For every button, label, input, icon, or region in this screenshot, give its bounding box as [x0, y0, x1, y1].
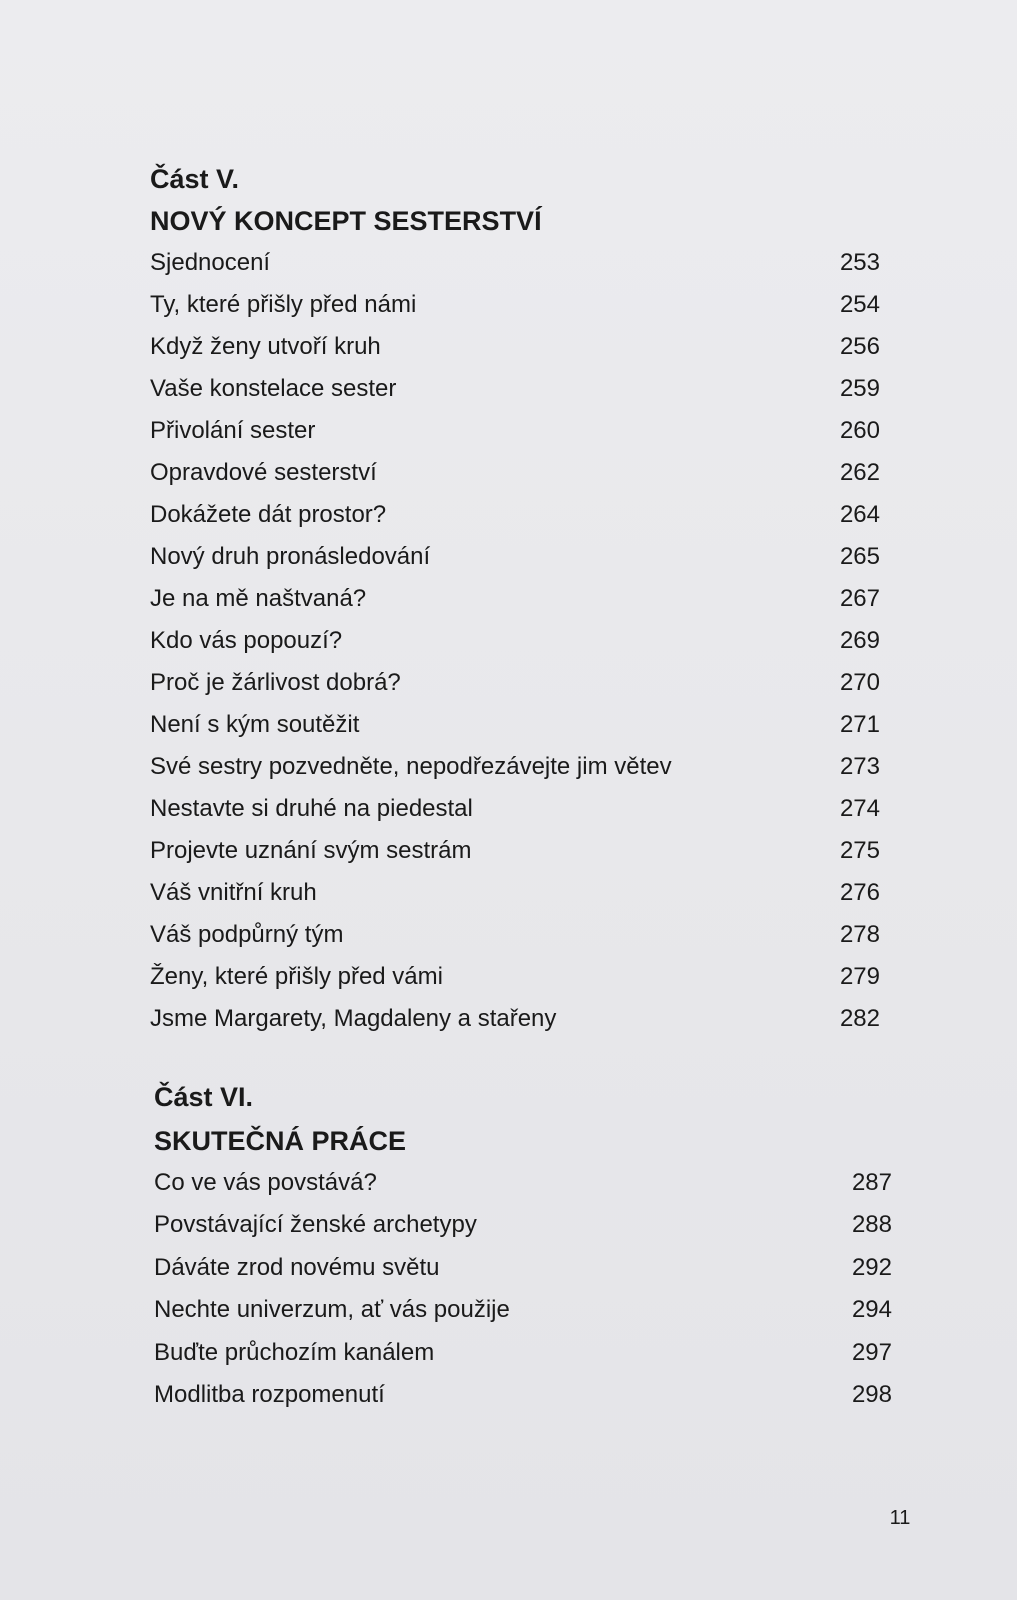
toc-entry — [154, 1253, 892, 1283]
toc-entry-title: Nový druh pronásledování — [150, 543, 431, 570]
toc-entry — [150, 374, 880, 404]
toc-entry-title: Ty, které přišly před námi — [150, 291, 417, 318]
toc-entry-title: Ženy, které přišly před vámi — [150, 963, 443, 990]
toc-entry — [154, 1295, 892, 1325]
toc-entry-title: Váš vnitřní kruh — [150, 879, 317, 906]
toc-entry — [150, 584, 880, 614]
toc-entry — [150, 500, 880, 530]
part-heading: Část V. — [150, 164, 240, 194]
page-number: 11 — [889, 1507, 911, 1529]
toc-entry-page: 288 — [851, 1211, 892, 1238]
toc-entry — [150, 794, 880, 824]
part-title: NOVÝ KONCEPT SESTERSTVÍ — [150, 206, 542, 236]
toc-entry-page: 279 — [839, 963, 880, 990]
toc-entry — [150, 332, 880, 362]
toc-entry-page: 278 — [839, 921, 880, 948]
toc-entry-page: 282 — [839, 1005, 880, 1032]
toc-entry-page: 271 — [839, 711, 880, 738]
toc-entry-page: 298 — [851, 1381, 892, 1408]
toc-entry-title: Dáváte zrod novému světu — [154, 1254, 440, 1281]
toc-entry-title: Dokážete dát prostor? — [150, 501, 387, 528]
toc-entry-title: Je na mě naštvaná? — [150, 585, 367, 612]
toc-entry — [154, 1210, 892, 1240]
toc-entry-page: 260 — [839, 417, 880, 444]
toc-entry-title: Buďte průchozím kanálem — [154, 1339, 435, 1366]
toc-entry — [150, 1004, 880, 1034]
toc-entry-page: 254 — [839, 291, 880, 318]
toc-entry — [150, 878, 880, 908]
toc-entry-title: Povstávající ženské archetypy — [154, 1211, 477, 1238]
toc-entry-page: 294 — [851, 1296, 892, 1323]
toc-entry-page: 287 — [851, 1169, 892, 1196]
toc-entry-page: 262 — [839, 459, 880, 486]
toc-entry — [150, 668, 880, 698]
toc-entry — [150, 542, 880, 572]
toc-entry-page: 276 — [839, 879, 880, 906]
toc-entry-page: 267 — [839, 585, 880, 612]
toc-entry-title: Nechte univerzum, ať vás použije — [154, 1296, 510, 1323]
toc-entry-page: 264 — [839, 501, 880, 528]
toc-entry-title: Vaše konstelace sester — [150, 375, 397, 402]
toc-entry-page: 270 — [839, 669, 880, 696]
toc-entry-title: Své sestry pozvedněte, nepodřezávejte jim větev — [150, 753, 672, 780]
toc-entry — [150, 962, 880, 992]
toc-entry-page: 256 — [839, 333, 880, 360]
toc-entry-title: Přivolání sester — [150, 417, 316, 444]
toc-entry-page: 297 — [851, 1339, 892, 1366]
toc-entry — [150, 836, 880, 866]
toc-entry-title: Co ve vás povstává? — [154, 1169, 377, 1196]
toc-entry — [150, 752, 880, 782]
toc-entry — [154, 1380, 892, 1410]
toc-entry-title: Sjednocení — [150, 249, 271, 276]
toc-entry-title: Není s kým soutěžit — [150, 711, 360, 738]
toc-entry — [150, 626, 880, 656]
toc-entry-title: Váš podpůrný tým — [150, 921, 344, 948]
toc-entry-title: Kdo vás popouzí? — [150, 627, 343, 654]
toc-entry-title: Nestavte si druhé na piedestal — [150, 795, 473, 822]
part-title: SKUTEČNÁ PRÁCE — [154, 1126, 407, 1156]
part-heading: Část VI. — [154, 1082, 254, 1112]
toc-entry-title: Projevte uznání svým sestrám — [150, 837, 472, 864]
toc-entry-page: 253 — [839, 249, 880, 276]
toc-entry-title: Opravdové sesterství — [150, 459, 377, 486]
toc-entry — [154, 1338, 892, 1368]
toc-entry — [150, 248, 880, 278]
toc-entry-title: Když ženy utvoří kruh — [150, 333, 381, 360]
toc-entry-page: 275 — [839, 837, 880, 864]
toc-entry-page: 292 — [851, 1254, 892, 1281]
toc-entry-title: Modlitba rozpomenutí — [154, 1381, 385, 1408]
toc-entry — [150, 458, 880, 488]
toc-entry-page: 265 — [839, 543, 880, 570]
toc-entry-title: Proč je žárlivost dobrá? — [150, 669, 401, 696]
toc-entry-page: 269 — [839, 627, 880, 654]
toc-entry-page: 273 — [839, 753, 880, 780]
toc-entry — [150, 416, 880, 446]
toc-entry — [154, 1168, 892, 1198]
toc-entry-page: 259 — [839, 375, 880, 402]
toc-entry-page: 274 — [839, 795, 880, 822]
toc-entry-title: Jsme Margarety, Magdaleny a stařeny — [150, 1005, 557, 1032]
toc-entry — [150, 710, 880, 740]
toc-entry — [150, 920, 880, 950]
toc-entry — [150, 290, 880, 320]
